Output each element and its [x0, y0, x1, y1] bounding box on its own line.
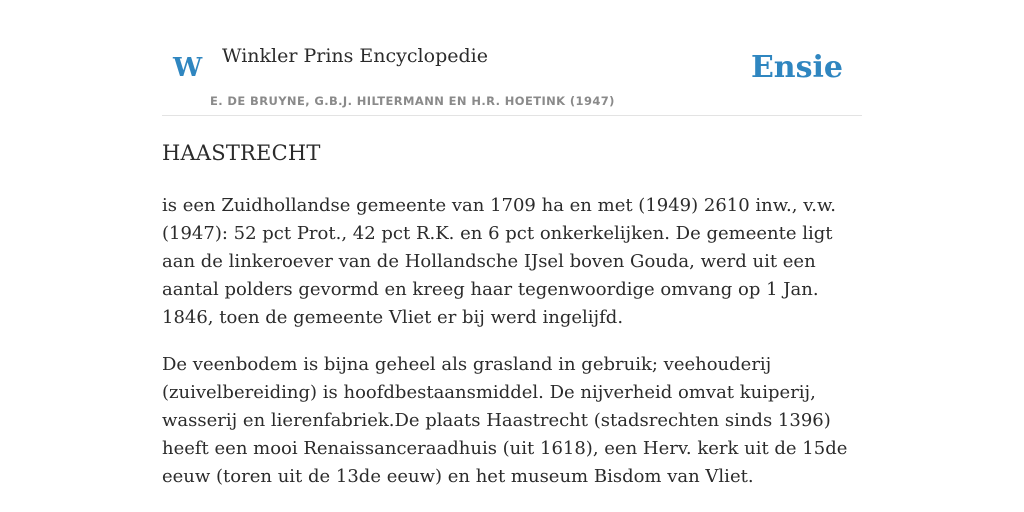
- article-paragraph: De veenbodem is bijna geheel als grasland in gebruik; veehouderij (zuivelbereiding) is hoofdbestaansmiddel. De nijverheid omvat kuiperij, wasserij en lierenfabriek.De plaats Haastrecht (stadsrechten sinds 1396) heeft een mooi Renaissanceraadhuis (uit 1618), een Herv. kerk uit de 15de eeuw (toren uit de 13de eeuw) en het museum Bisdom van Vliet.: [162, 354, 848, 487]
- header-divider: [162, 115, 862, 116]
- winkler-prins-logo[interactable]: W: [173, 53, 203, 83]
- article-title: HAASTRECHT: [162, 141, 321, 165]
- ensie-logo-link[interactable]: Ensie: [750, 50, 843, 85]
- article-body: [162, 192, 862, 510]
- article-paragraph: is een Zuidhollandse gemeente van 1709 ha en met (1949) 2610 inw., v.w. (1947): 52 pct Prot., 42 pct R.K. en 6 pct onkerkelijken. De gemeente ligt aan de linkeroever van de Hollandsche IJsel boven Gouda, werd uit een aantal polders gevormd en kreeg haar tegenwoordige omvang op 1 Jan. 1846, toen de gemeente Vliet er bij werd ingelijfd.: [162, 195, 836, 328]
- publication-title[interactable]: Winkler Prins Encyclopedie: [222, 45, 488, 67]
- encyclopedia-header: [162, 0, 862, 116]
- authors-line: E. DE BRUYNE, G.B.J. HILTERMANN EN H.R. HOETINK (1947): [210, 94, 615, 108]
